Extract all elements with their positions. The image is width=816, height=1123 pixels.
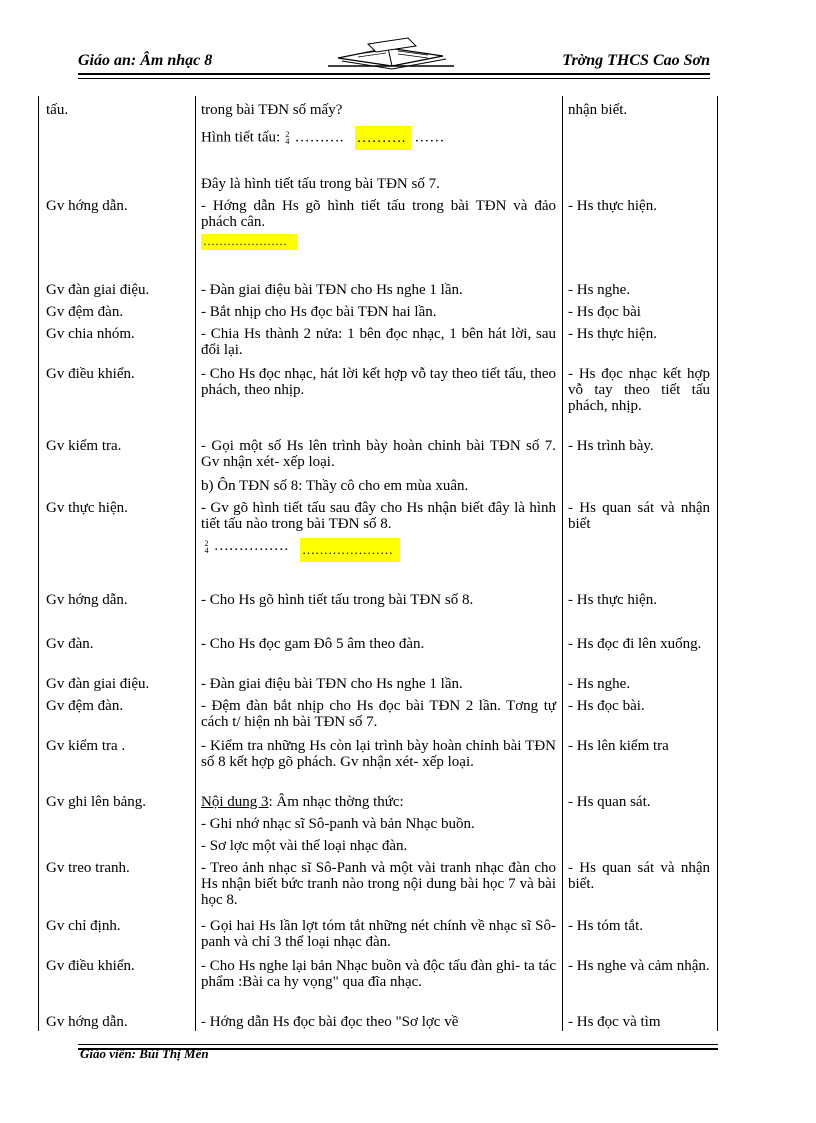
lesson-content: - Gọi hai Hs lần lợt tóm tắt những nét chính về nhạc sĩ Sô-panh và chỉ 3 thể loại nhạc đàn. [201, 918, 556, 950]
section-heading: Nội dung 3 [201, 794, 269, 810]
lesson-content: - Hớng dẫn Hs đọc bài đọc theo "Sơ lợc về [201, 1014, 459, 1030]
header-school: Trờng THCS Cao Sơn [562, 52, 710, 69]
student-activity: - Hs thực hiện. [568, 198, 657, 214]
teacher-activity: tấu. [46, 102, 69, 118]
lesson-content: Đây là hình tiết tấu trong bài TĐN số 7. [201, 176, 440, 192]
student-activity: - Hs quan sát và nhận biết [568, 500, 710, 532]
lesson-content: - Treo ảnh nhạc sĩ Sô-Panh và một vài tranh nhạc đàn cho Hs nhận biết bức tranh nào trong nội dung bài học 7 và bài học 8. [201, 860, 556, 908]
time-sig-bottom: 4 [204, 545, 209, 555]
lesson-content: - Đàn giai điệu bài TĐN cho Hs nghe 1 lần. [201, 282, 463, 298]
section-heading-rest: : Âm nhạc thờng thức: [268, 794, 404, 810]
student-activity: - Hs thực hiện. [568, 592, 657, 608]
student-activity: - Hs đọc và tìm [568, 1014, 661, 1030]
teacher-activity: Gv điều khiển. [46, 366, 135, 382]
header-rule [78, 73, 710, 75]
student-activity: - Hs tóm tắt. [568, 918, 643, 934]
lesson-content: - Cho Hs gõ hình tiết tấu trong bài TĐN số 8. [201, 592, 474, 608]
lesson-content: - Cho Hs đọc gam Đô 5 âm theo đàn. [201, 636, 425, 652]
teacher-activity: Gv hớng dẫn. [46, 592, 128, 608]
footer-rule-thin [78, 1044, 718, 1045]
rhythm-line-2 [203, 538, 289, 555]
lesson-content: - Ghi nhớ nhạc sĩ Sô-panh và bản Nhạc buồn. [201, 816, 475, 832]
student-activity: - Hs đọc bài [568, 304, 641, 320]
header-subject: Giáo an: Âm nhạc 8 [78, 52, 213, 69]
teacher-activity: Gv kiểm tra. [46, 438, 122, 454]
lesson-content: - Kiểm tra những Hs còn lại trình bày hoàn chỉnh bài TĐN số 8 kết hợp gõ phách. Gv nhận xét- xếp loại. [201, 738, 556, 770]
rhythm-label: Hình tiết tấu: [201, 129, 281, 146]
time-sig-top: 2 [204, 538, 209, 548]
highlighted-rhythm: ………………… [201, 234, 297, 250]
teacher-activity: Gv chia nhóm. [46, 326, 135, 342]
student-activity: - Hs đọc bài. [568, 698, 645, 714]
student-activity: - Hs đọc đi lên xuống. [568, 636, 702, 652]
student-activity: - Hs nghe. [568, 676, 631, 692]
book-emblem-icon [328, 36, 454, 72]
lesson-table [38, 96, 718, 1031]
teacher-activity: Gv đệm đàn. [46, 698, 124, 714]
teacher-activity: Gv hớng dẫn. [46, 198, 128, 214]
highlighted-rhythm: ………. [355, 126, 411, 150]
lesson-content: b) Ôn TĐN số 8: Thầy cô cho em mùa xuân. [201, 478, 469, 494]
teacher-activity: Gv chỉ định. [46, 918, 121, 934]
rhythm-dots-1: ………. [294, 129, 344, 146]
lesson-content: - Đệm đàn bắt nhịp cho Hs đọc bài TĐN 2 lần. Tơng tự cách t/ hiện nh bài TĐN số 7. [201, 698, 556, 730]
lesson-content: - Hớng dẫn Hs gõ hình tiết tấu trong bài TĐN và đảo phách cân. [201, 198, 556, 230]
header-rule-thin [78, 78, 710, 79]
lesson-content: - Cho Hs đọc nhạc, hát lời kết hợp vỗ tay theo tiết tấu, theo phách, theo nhịp. [201, 366, 556, 398]
table-border-right [717, 96, 718, 1031]
lesson-content [201, 794, 556, 810]
teacher-activity: Gv đàn. [46, 636, 94, 652]
student-activity: - Hs quan sát. [568, 794, 651, 810]
teacher-activity: Gv hớng dẫn. [46, 1014, 128, 1030]
lesson-content: - Gọi một số Hs lên trình bày hoàn chỉnh bài TĐN số 7. Gv nhận xét- xếp loại. [201, 438, 556, 470]
teacher-activity: Gv treo tranh. [46, 860, 130, 876]
student-activity: - Hs đọc nhạc kết hợp vỗ tay theo tiết tấu phách, nhịp. [568, 366, 710, 414]
lesson-content: - Cho Hs nghe lại bản Nhạc buồn và độc tấu đàn ghi- ta tác phẩm :Bài ca hy vọng" qua đĩa nhạc. [201, 958, 556, 990]
teacher-activity: Gv đàn giai điệu. [46, 282, 150, 298]
student-activity: - Hs nghe và cảm nhận. [568, 958, 710, 974]
lesson-content: - Chia Hs thành 2 nửa: 1 bên đọc nhạc, 1 bên hát lời, sau đổi lại. [201, 326, 556, 358]
teacher-activity: Gv kiểm tra . [46, 738, 126, 754]
time-sig-bottom: 4 [285, 137, 290, 146]
table-divider-1 [195, 96, 196, 1031]
rhythm-dots-3: …………… [213, 538, 289, 554]
teacher-activity: Gv thực hiện. [46, 500, 128, 516]
teacher-activity: Gv ghi lên bảng. [46, 794, 146, 810]
time-signature [284, 131, 291, 145]
table-border-left [38, 96, 39, 1031]
time-sig-top: 2 [285, 130, 290, 139]
student-activity: - Hs nghe. [568, 282, 631, 298]
lesson-content: trong bài TĐN số mấy? [201, 102, 343, 118]
teacher-activity: Gv đàn giai điệu. [46, 676, 150, 692]
lesson-content: - Gv gõ hình tiết tấu sau đây cho Hs nhận biết đây là hình tiết tấu nào trong bài TĐN số 8. [201, 500, 556, 532]
table-divider-2 [562, 96, 563, 1031]
student-activity: - Hs thực hiện. [568, 326, 657, 342]
student-activity: - Hs quan sát và nhận biết. [568, 860, 710, 892]
student-activity: - Hs lên kiểm tra [568, 738, 669, 754]
rhythm-line [201, 126, 556, 150]
time-signature [203, 540, 210, 554]
student-activity: nhận biết. [568, 102, 628, 118]
teacher-activity: Gv điều khiển. [46, 958, 135, 974]
lesson-content: - Bắt nhịp cho Hs đọc bài TĐN hai lần. [201, 304, 437, 320]
rhythm-dots-2: …… [414, 129, 445, 146]
lesson-content: - Đàn giai điệu bài TĐN cho Hs nghe 1 lần. [201, 676, 463, 692]
student-activity: - Hs trình bày. [568, 438, 654, 454]
highlighted-rhythm: ………………… [300, 538, 400, 562]
footer-teacher: Giáo viên: Bùi Thị Mến [80, 1046, 209, 1061]
lesson-content: - Sơ lợc một vài thể loại nhạc đàn. [201, 838, 408, 854]
teacher-activity: Gv đệm đàn. [46, 304, 124, 320]
